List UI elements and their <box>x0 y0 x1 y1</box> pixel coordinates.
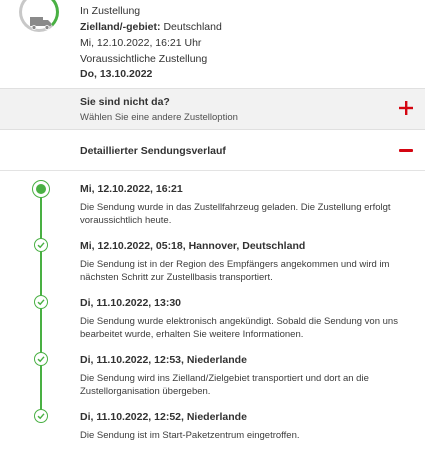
event-title: Di, 11.10.2022, 12:53, Niederlande <box>80 354 247 366</box>
event-title: Di, 11.10.2022, 13:30 <box>80 297 181 309</box>
expected-delivery-date: Do, 13.10.2022 <box>80 68 153 80</box>
delivery-status <box>0 0 425 88</box>
event-text: Die Sendung ist in der Region des Empfängers angekommen und wird im nächsten Schritt zur Zustellbasis transportiert. <box>80 259 390 283</box>
timeline-event <box>80 353 410 398</box>
destination-value: Deutschland <box>163 20 222 33</box>
event-text: Die Sendung wurde elektronisch angekündigt. Sobald die Sendung von uns bearbeitet wurde, erhalten Sie weitere Informationen. <box>80 316 398 340</box>
event-title: Di, 11.10.2022, 12:52, Niederlande <box>80 411 247 423</box>
expected-delivery-label: Voraussichtliche Zustellung <box>80 52 208 65</box>
destination-row <box>80 20 222 36</box>
timeline-event <box>80 410 410 442</box>
status-label: In Zustellung <box>80 5 141 17</box>
destination-label: Zielland/-gebiet: <box>80 20 161 33</box>
event-title: Mi, 12.10.2022, 16:21 <box>80 183 183 195</box>
check-icon <box>34 409 48 423</box>
timeline-node-current <box>32 180 50 198</box>
status-timestamp: Mi, 12.10.2022, 16:21 Uhr <box>80 37 202 49</box>
event-text: Die Sendung wird ins Zielland/Zielgebiet transportiert und dort an die Zustellorganisation übergeben. <box>80 373 369 397</box>
history-title: Detaillierter Sendungsverlauf <box>80 145 226 157</box>
check-icon <box>34 295 48 309</box>
check-icon <box>34 352 48 366</box>
minus-icon[interactable] <box>399 149 413 152</box>
timeline-event <box>80 296 410 341</box>
option-subtitle: Wählen Sie eine andere Zustelloption <box>80 112 238 123</box>
truck-icon <box>30 16 52 30</box>
timeline-event <box>80 182 410 227</box>
plus-icon[interactable] <box>398 100 414 116</box>
timeline-event <box>80 239 410 284</box>
option-title: Sie sind nicht da? <box>80 96 170 108</box>
event-text: Die Sendung wurde in das Zustellfahrzeug geladen. Die Zustellung erfolgt voraussichtlich heute. <box>80 202 391 226</box>
check-icon <box>34 238 48 252</box>
event-title: Mi, 12.10.2022, 05:18, Hannover, Deutschland <box>80 240 306 252</box>
delivery-option-panel[interactable] <box>0 88 425 130</box>
event-text: Die Sendung ist im Start-Paketzentrum eingetroffen. <box>80 430 300 441</box>
history-header[interactable] <box>0 131 425 171</box>
